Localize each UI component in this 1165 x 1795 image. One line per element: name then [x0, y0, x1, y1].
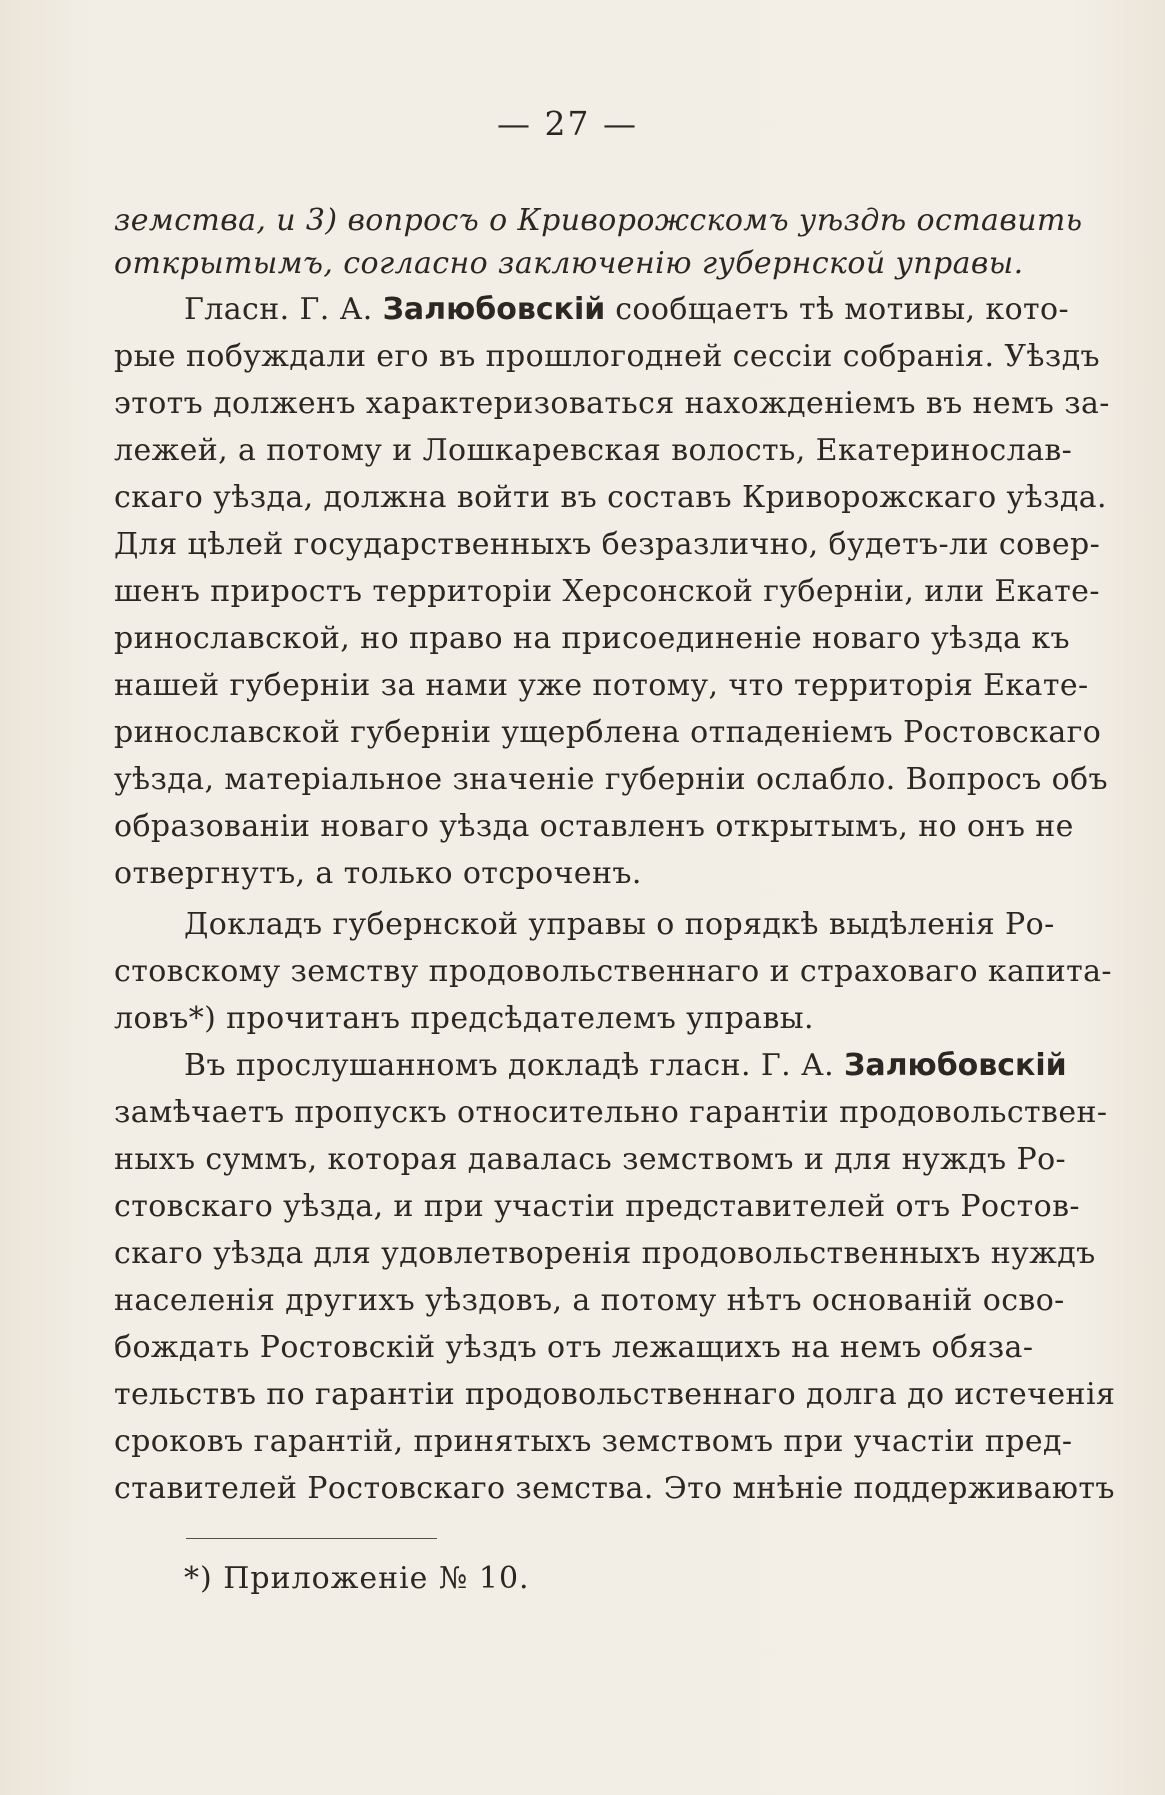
- text-line: ринославской губерніи ущерблена отпаденіемъ Ростовскаго: [114, 715, 1102, 750]
- footnote: *) Приложеніе № 10.: [184, 1561, 530, 1596]
- text-line: бождать Ростовскій уѣздъ отъ лежащихъ на немъ обяза-: [114, 1330, 1034, 1365]
- speaker-name: Залюбовскій: [844, 1048, 1067, 1083]
- text-line: лежей, а потому и Лошкаревская волость, Екатеринослав-: [114, 433, 1073, 468]
- text-line: скаго уѣзда, должна войти въ составъ Криворожскаго уѣзда.: [114, 480, 1107, 515]
- text-line: ловъ*) прочитанъ предсѣдателемъ управы.: [114, 1001, 814, 1036]
- text-line: земства, и 3) вопросъ о Криворожскомъ уѣздѣ оставить: [114, 203, 1083, 238]
- text-line: ныхъ суммъ, которая давалась земствомъ и для нуждъ Ро-: [114, 1142, 1067, 1177]
- text-line: открытымъ, согласно заключенію губернской управы.: [114, 246, 1024, 281]
- text-line: шенъ приростъ территоріи Херсонской губерніи, или Екате-: [114, 574, 1100, 609]
- text-line: отвергнутъ, а только отсроченъ.: [114, 856, 642, 891]
- text-line: сроковъ гарантій, принятыхъ земствомъ при участіи пред-: [114, 1424, 1073, 1459]
- text-line: уѣзда, матеріальное значеніе губерніи ослабло. Вопросъ объ: [114, 762, 1109, 797]
- footnote-divider: [186, 1538, 437, 1539]
- text-line: рые побуждали его въ прошлогодней сессіи собранія. Уѣздъ: [114, 339, 1101, 374]
- speaker-name: Залюбовскій: [382, 292, 606, 327]
- text-line: ринославской, но право на присоединеніе новаго уѣзда къ: [114, 621, 1071, 656]
- text-line: замѣчаетъ пропускъ относительно гарантіи продовольствен-: [114, 1095, 1108, 1130]
- text-line: ставителей Ростовскаго земства. Это мнѣніе поддерживаютъ: [114, 1471, 1115, 1506]
- text-line: образованіи новаго уѣзда оставленъ открытымъ, но онъ не: [114, 809, 1074, 844]
- text-line: нашей губерніи за нами уже потому, что территорія Екате-: [114, 668, 1089, 703]
- text-line: стовскому земству продовольственнаго и страховаго капита-: [114, 954, 1112, 989]
- paragraph-first-line: [184, 287, 1070, 333]
- speaker-intro: Гласн. Г. А.: [184, 292, 373, 327]
- text-span: сообщаетъ тѣ мотивы, кото-: [615, 292, 1070, 327]
- text-line: тельствъ по гарантіи продовольственнаго долга до истеченія: [114, 1377, 1116, 1412]
- text-line: Для цѣлей государственныхъ безразлично, будетъ-ли совер-: [114, 527, 1101, 562]
- paragraph-first-line: [184, 1043, 1067, 1089]
- text-span: Въ прослушанномъ докладѣ гласн. Г. А.: [184, 1048, 835, 1083]
- text-line: Докладъ губернской управы о порядкѣ выдѣленія Ро-: [184, 907, 1055, 942]
- text-line: скаго уѣзда для удовлетворенія продовольственныхъ нуждъ: [114, 1236, 1096, 1271]
- text-line: этотъ долженъ характеризоваться нахожденіемъ въ немъ за-: [114, 386, 1110, 421]
- text-line: стовскаго уѣзда, и при участіи представителей отъ Ростов-: [114, 1189, 1080, 1224]
- text-line: населенія другихъ уѣздовъ, а потому нѣтъ основаній осво-: [114, 1283, 1065, 1318]
- page-number: — 27 —: [497, 104, 638, 143]
